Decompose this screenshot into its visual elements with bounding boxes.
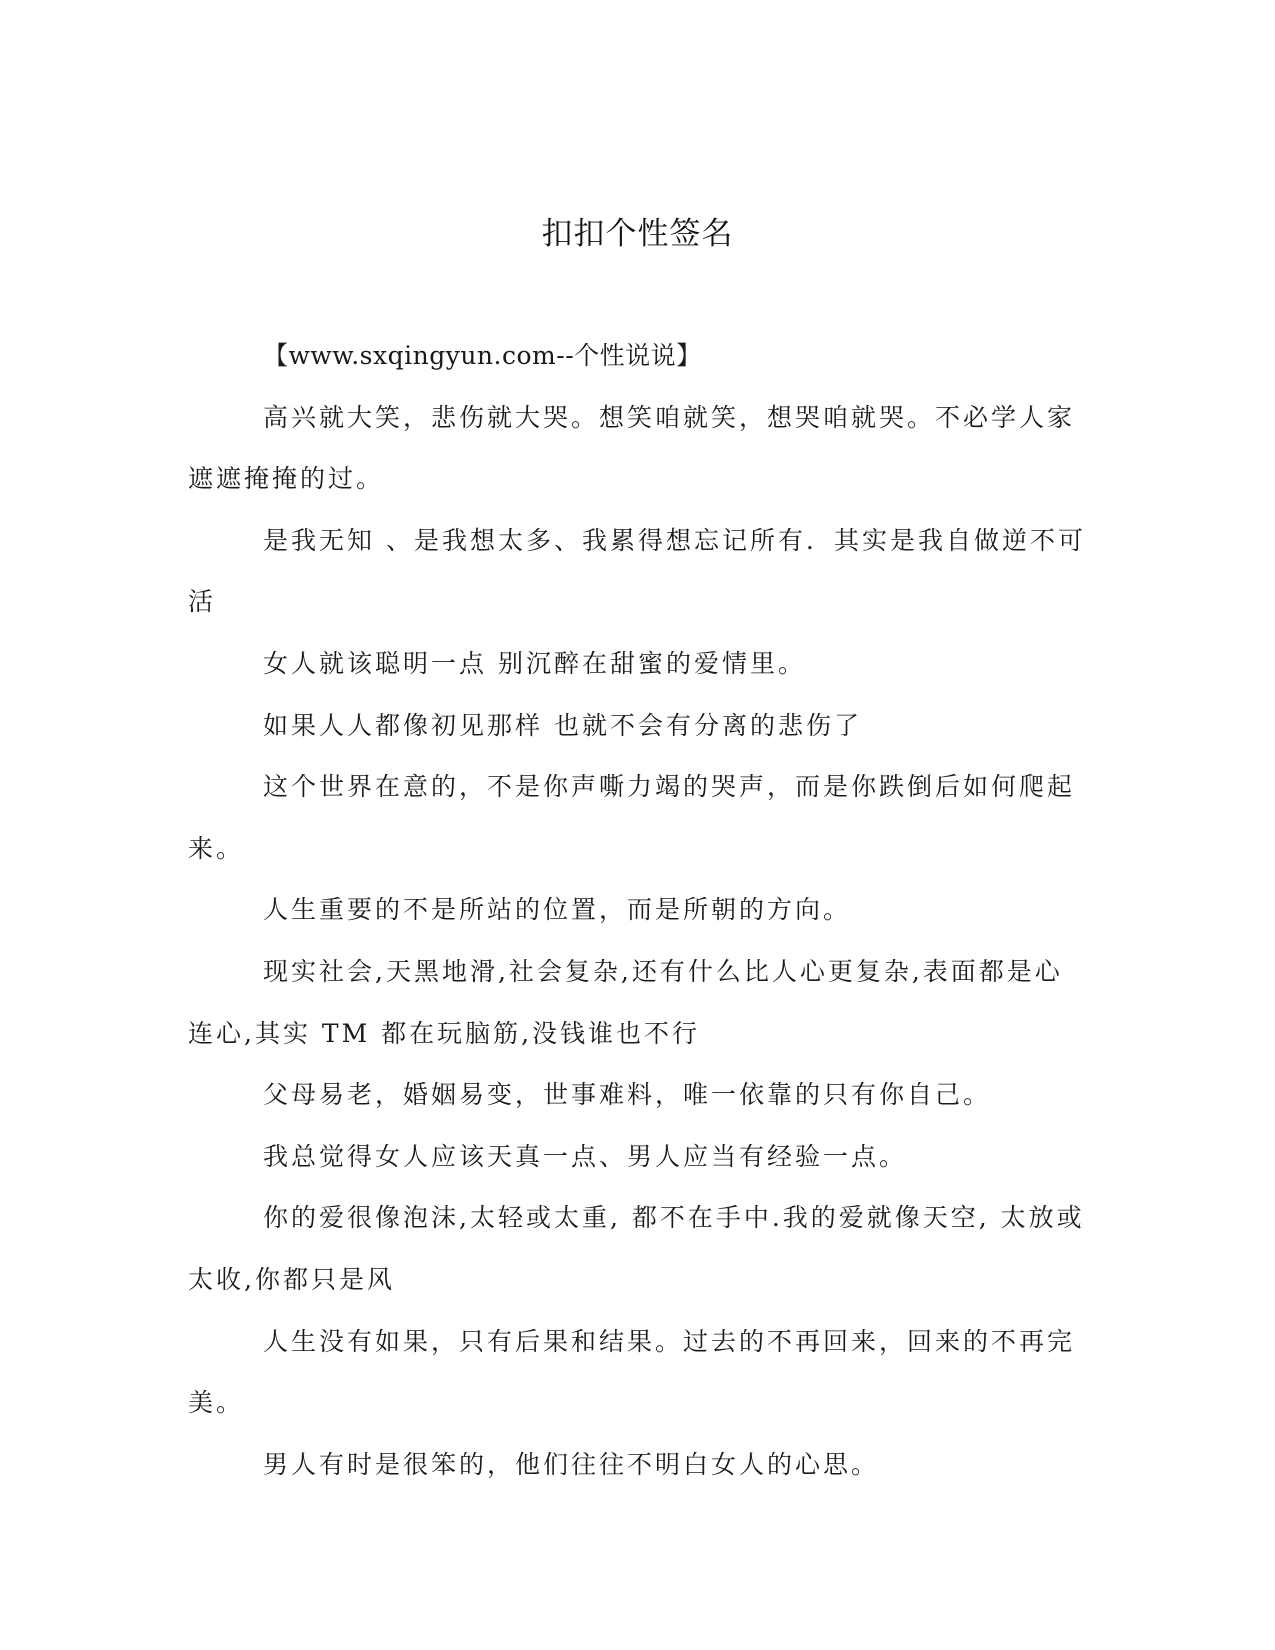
paragraph: 男人有时是很笨的，他们往往不明白女人的心思。	[263, 1449, 880, 1479]
document-body	[188, 325, 1088, 1495]
source-line: 【www.sxqingyun.com--个性说说】	[263, 341, 702, 370]
document-title: 扣扣个性签名	[541, 216, 734, 252]
paragraph: 高兴就大笑，悲伤就大哭。想笑咱就笑，想哭咱就哭。不必学人家遮遮掩掩的过。	[188, 402, 1076, 494]
paragraph: 如果人人都像初见那样 也就不会有分离的悲伤了	[263, 710, 862, 740]
paragraph: 人生没有如果，只有后果和结果。过去的不再回来，回来的不再完美。	[188, 1326, 1076, 1418]
paragraph: 我总觉得女人应该天真一点、男人应当有经验一点。	[263, 1141, 908, 1171]
paragraph: 是我无知 、是我想太多、我累得想忘记所有．其实是我自做逆不可活	[188, 525, 1086, 617]
paragraph: 现实社会,天黑地滑,社会复杂,还有什么比人心更复杂,表面都是心连心,其实 TM 都在玩脑筋,没钱谁也不行	[188, 956, 1063, 1048]
paragraph: 父母易老，婚姻易变，世事难料，唯一依靠的只有你自己。	[263, 1080, 992, 1110]
paragraph: 女人就该聪明一点 别沉醉在甜蜜的爱情里。	[263, 648, 806, 678]
paragraph: 这个世界在意的，不是你声嘶力竭的哭声，而是你跌倒后如何爬起来。	[188, 772, 1076, 863]
paragraph: 你的爱很像泡沫,太轻或太重, 都不在手中.我的爱就像天空, 太放或太收,你都只是风	[188, 1203, 1085, 1294]
paragraph: 人生重要的不是所站的位置，而是所朝的方向。	[263, 895, 852, 925]
